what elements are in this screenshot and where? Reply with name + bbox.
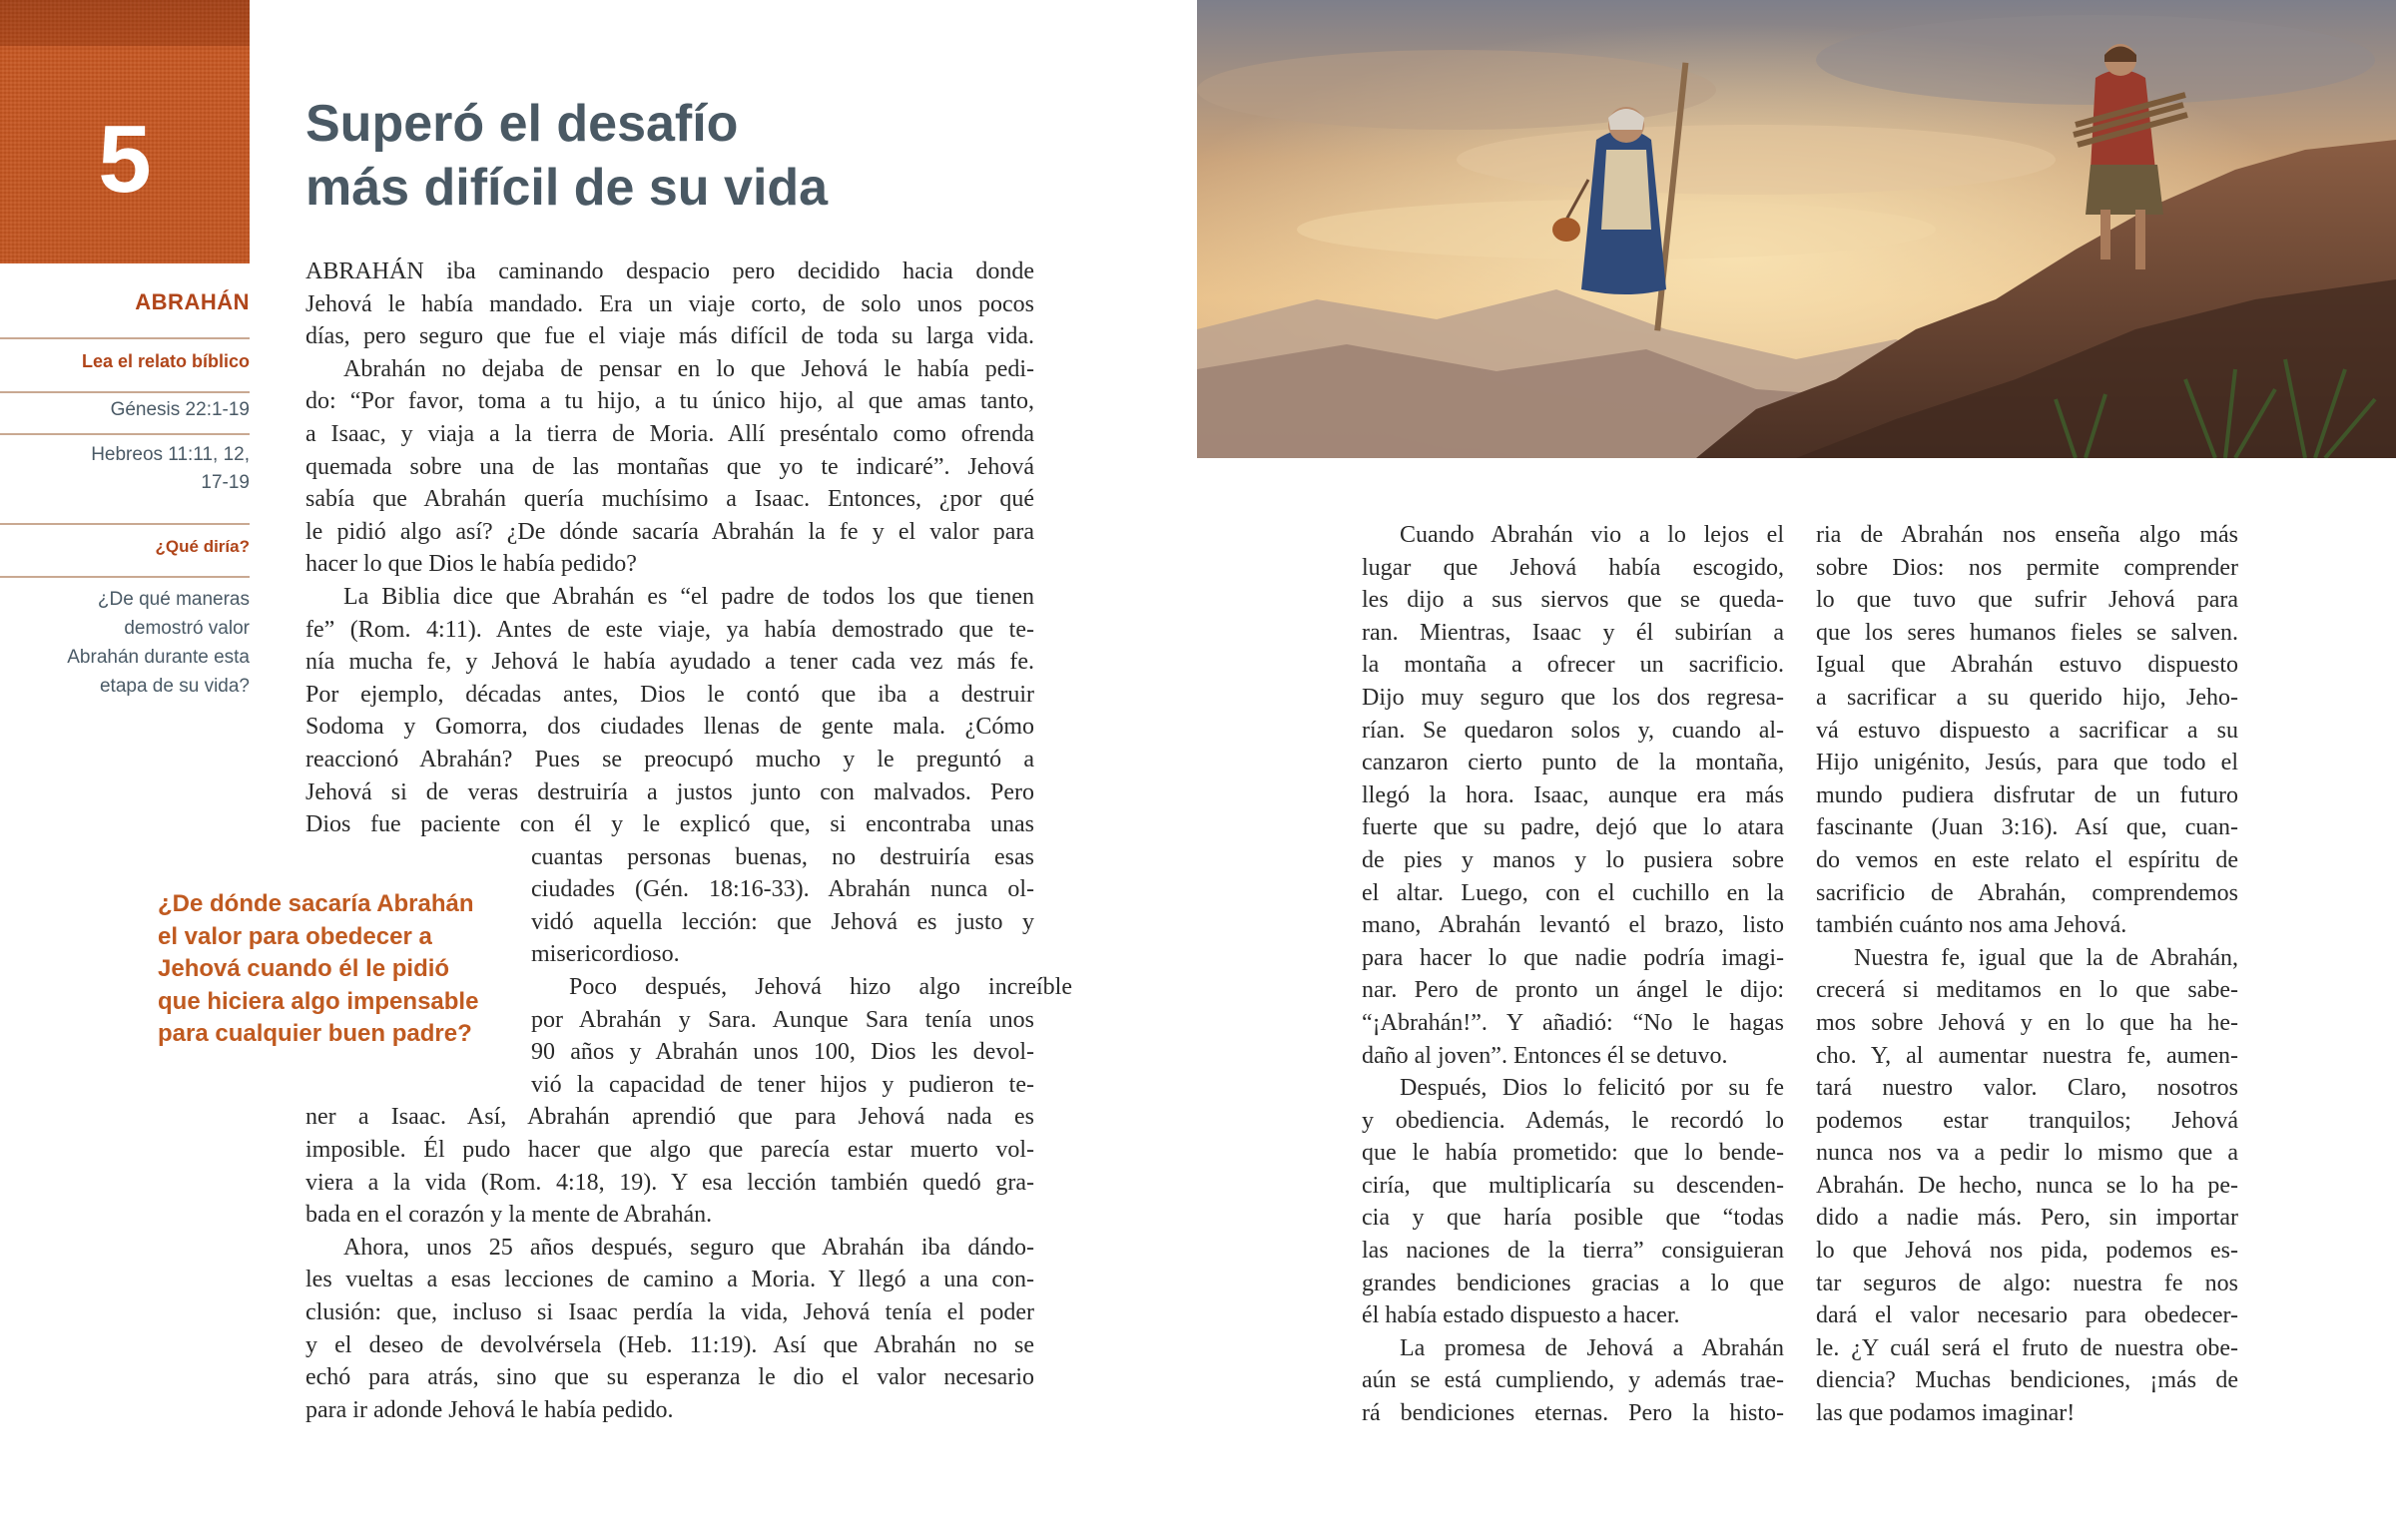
text-line: Hijo unigénito, Jesús, para que todo el (1816, 750, 2238, 776)
text-line: cuantas personas buenas, no destruiría esas (531, 843, 1034, 870)
text-line: dará el valor necesario para obedecer- (1816, 1302, 2238, 1329)
pull-quote-line: el valor para obedecer a (158, 922, 432, 950)
text-line: daño al joven”. Entonces él se detuvo. (1362, 1042, 1728, 1069)
text-line: Ahora, unos 25 años después, seguro que Abrahán iba dándo- (343, 1234, 1034, 1261)
text-line: Sodoma y Gomorra, dos ciudades llenas de gente mala. ¿Cómo (305, 714, 1034, 741)
pull-quote-line: Jehová cuando él le pidió (158, 955, 450, 982)
text-line: aún se está cumpliendo, y además trae- (1362, 1367, 1784, 1394)
text-line: Dios fue paciente con él y le explicó que, si encontraba unas (305, 811, 1034, 838)
text-line: Jehová si de veras destruiría a justos junto con malvados. Pero (305, 778, 1034, 805)
text-line: 90 años y Abrahán unos 100, Dios les devol- (531, 1039, 1034, 1066)
bible-reference: Génesis 22:1-19 (110, 399, 250, 420)
chapter-number: 5 (98, 106, 152, 213)
reflection-question: ¿De qué maneras demostró valor Abrahán durante esta etapa de su vida? (67, 589, 250, 697)
text-line: La promesa de Jehová a Abrahán (1400, 1334, 1784, 1361)
page-title (305, 92, 1004, 220)
read-label: Lea el relato bíblico (81, 351, 250, 371)
text-line: La Biblia dice que Abrahán es “el padre de todos los que tienen (343, 583, 1034, 610)
text-line: canzaron cierto punto de la montaña, (1362, 750, 1784, 776)
sidebar-divider (0, 391, 250, 393)
text-line: grandes bendiciones gracias a lo que (1362, 1270, 1784, 1296)
pull-quote-line: ¿De dónde sacaría Abrahán (158, 890, 474, 917)
bible-reference: Hebreos 11:11, 12, 17-19 (91, 444, 250, 493)
text-line: do: “Por favor, toma a tu hijo, a tu único hijo, al que amas tanto, (305, 388, 1034, 415)
text-line: do vemos en este relato el espíritu de (1816, 846, 2238, 873)
text-line: ciudades (Gén. 18:16-33). Abrahán nunca ol- (531, 876, 1034, 903)
text-line: rían. Se quedaron solos y, cuando al- (1362, 717, 1784, 744)
text-line: de pies y manos y lo pusiera sobre (1362, 846, 1784, 873)
text-line: las que podamos imaginar! (1816, 1400, 2076, 1427)
text-line: le. ¿Y cuál será el fruto de nuestra obe- (1816, 1334, 2238, 1361)
text-line: Jehová le había mandado. Era un viaje corto, de solo unos pocos (305, 290, 1034, 317)
text-line: imposible. Él pudo hacer que algo que parecía estar muerto vol- (305, 1137, 1034, 1164)
text-line: Abrahán. De hecho, nunca se lo ha pe- (1816, 1172, 2238, 1199)
character-name: ABRAHÁN (135, 289, 250, 314)
text-line: por Abrahán y Sara. Aunque Sara tenía unos (531, 1006, 1034, 1033)
text-line: rá bendiciones eternas. Pero la histo- (1362, 1400, 1784, 1427)
text-line: Abrahán no dejaba de pensar en lo que Jehová le había pedi- (343, 355, 1034, 382)
text-line: viera a la vida (Rom. 4:18, 19). Y esa lección también quedó gra- (305, 1169, 1034, 1196)
text-line: el altar. Luego, con el cuchillo en la (1362, 879, 1784, 906)
text-line: diencia? Muchas bendiciones, ¡más de (1816, 1367, 2238, 1394)
pull-quote-line: que hiciera algo impensable (158, 987, 479, 1015)
text-line: lo que Jehová nos pida, podemos es- (1816, 1238, 2238, 1265)
text-line: dido a nadie más. Pero, sin importar (1816, 1205, 2238, 1232)
text-line: echó para atrás, sino que su esperanza le dio el valor necesario (305, 1364, 1034, 1391)
text-line: vidó aquella lección: que Jehová es justo y (531, 908, 1034, 935)
text-line: para hacer lo que nadie podría imagi- (1362, 944, 1784, 971)
text-line: para ir adonde Jehová le había pedido. (305, 1396, 674, 1423)
text-line: vá estuvo dispuesto a sacrificar a su (1816, 717, 2238, 744)
pull-quote-line: para cualquier buen padre? (158, 1020, 472, 1047)
text-line: ciría, que multiplicaría su descenden- (1362, 1172, 1784, 1199)
text-line: las naciones de la tierra” consiguieran (1362, 1238, 1784, 1265)
text-line: lo que tuvo que sufrir Jehová para (1816, 587, 2238, 614)
text-line: ner a Isaac. Así, Abrahán aprendió que para Jehová nada es (305, 1104, 1034, 1131)
article-column-1 (305, 256, 1072, 1426)
text-line: y obediencia. Además, le recordó lo (1362, 1107, 1784, 1134)
text-line: Cuando Abrahán vio a lo lejos el (1400, 522, 1784, 548)
text-line: lugar que Jehová había escogido, (1362, 554, 1784, 581)
text-line: sabía que Abrahán quería muchísimo a Isaac. Entonces, ¿por qué (305, 486, 1034, 513)
title-line: más difícil de su vida (305, 159, 829, 217)
sidebar-divider (0, 337, 250, 339)
text-line: días, pero seguro que fue el viaje más difícil de toda su larga vida. (305, 323, 1034, 350)
text-line: fascinante (Juan 3:16). Así que, cuan- (1816, 814, 2238, 841)
text-line: le pidió algo así? ¿De dónde sacaría Abrahán la fe y el valor para (305, 518, 1034, 545)
prompt-label: ¿Qué diría? (155, 537, 250, 556)
text-line: tará nuestro valor. Claro, nosotros (1816, 1075, 2238, 1102)
text-line: sacrificio de Abrahán, comprendemos (1816, 879, 2238, 906)
text-line: que los seres humanos fieles se salven. (1816, 619, 2238, 646)
text-line: mano, Abrahán levantó el brazo, listo (1362, 912, 1784, 939)
text-line: a Isaac, y viaja a la tierra de Moria. Allí preséntalo como ofrenda (305, 420, 1034, 447)
chapter-badge (0, 0, 250, 263)
sidebar-divider (0, 523, 250, 525)
text-line: bada en el corazón y la mente de Abrahán. (305, 1202, 713, 1229)
illustration-abraham-isaac (1197, 0, 2396, 458)
text-line: “¡Abrahán!”. Y añadió: “No le hagas (1362, 1009, 1784, 1036)
text-line: hacer lo que Dios le había pedido? (305, 551, 637, 578)
text-line: mundo pudiera disfrutar de un futuro (1816, 781, 2238, 808)
text-line: cho. Y, al aumentar nuestra fe, aumen- (1816, 1042, 2238, 1069)
text-line: ria de Abrahán nos enseña algo más (1816, 522, 2238, 548)
text-line: podemos estar tranquilos; Jehová (1816, 1107, 2238, 1134)
text-line: misericordioso. (531, 941, 680, 968)
text-line: les dijo a sus siervos que se queda- (1362, 587, 1784, 614)
sidebar-divider (0, 576, 250, 578)
text-line: vió la capacidad de tener hijos y pudieron te- (531, 1071, 1034, 1098)
text-line: Igual que Abrahán estuvo dispuesto (1816, 652, 2238, 679)
text-line: Dijo muy seguro que los dos regresa- (1362, 684, 1784, 711)
text-line: llegó la hora. Isaac, aunque era más (1362, 781, 1784, 808)
text-line: nunca nos va a pedir lo mismo que a (1816, 1140, 2238, 1167)
text-line: cia y que haría posible que “todas (1362, 1205, 1784, 1232)
pull-quote (158, 888, 487, 1051)
sidebar-divider (0, 433, 250, 435)
article-column-2 (1362, 519, 1784, 1430)
text-line: Por ejemplo, décadas antes, Dios le contó que iba a destruir (305, 681, 1034, 708)
text-line: tar seguros de algo: nuestra fe nos (1816, 1270, 2238, 1296)
text-line: fuerte que su padre, dejó que lo atara (1362, 814, 1784, 841)
text-line: nar. Pero de pronto un ángel le dijo: (1362, 977, 1784, 1004)
text-line: fe” (Rom. 4:11). Antes de este viaje, ya había demostrado que te- (305, 616, 1034, 643)
text-line: sobre Dios: nos permite comprender (1816, 554, 2238, 581)
text-line: ABRAHÁN iba caminando despacio pero decidido hacia donde (305, 258, 1034, 284)
text-line: que le había prometido: que lo bende- (1362, 1140, 1784, 1167)
text-line: la montaña a ofrecer un sacrificio. (1362, 652, 1784, 679)
title-line: Superó el desafío (305, 95, 739, 153)
text-line: quemada sobre una de las montañas que yo te indicaré”. Jehová (305, 453, 1034, 480)
text-line: les vueltas a esas lecciones de camino a Moria. Y llegó a una con- (305, 1267, 1034, 1293)
text-line: también cuánto nos ama Jehová. (1816, 912, 2127, 939)
badge-band (0, 0, 250, 46)
text-line: ran. Mientras, Isaac y él subirían a (1362, 619, 1784, 646)
text-line: él había estado dispuesto a hacer. (1362, 1302, 1680, 1329)
article-column-3 (1816, 519, 2238, 1430)
text-line: crecerá si meditamos en lo que sabe- (1816, 977, 2238, 1004)
text-line: mos sobre Jehová y en lo que ha he- (1816, 1009, 2238, 1036)
text-line: Después, Dios lo felicitó por su fe (1400, 1075, 1784, 1102)
text-line: clusión: que, incluso si Isaac perdía la vida, Jehová tenía el poder (305, 1299, 1034, 1325)
text-line: Nuestra fe, igual que la de Abrahán, (1854, 944, 2238, 971)
text-line: y el deseo de devolvérsela (Heb. 11:19). Así que Abrahán no se (305, 1331, 1034, 1358)
text-line: reaccionó Abrahán? Pues se preocupó mucho y le preguntó a (305, 746, 1034, 772)
text-line: nía mucha fe, y Jehová le había ayudado a tener cada vez más fe. (305, 649, 1034, 676)
text-line: Poco después, Jehová hizo algo increíble (569, 974, 1072, 1001)
text-line: a sacrificar a su querido hijo, Jeho- (1816, 684, 2238, 711)
